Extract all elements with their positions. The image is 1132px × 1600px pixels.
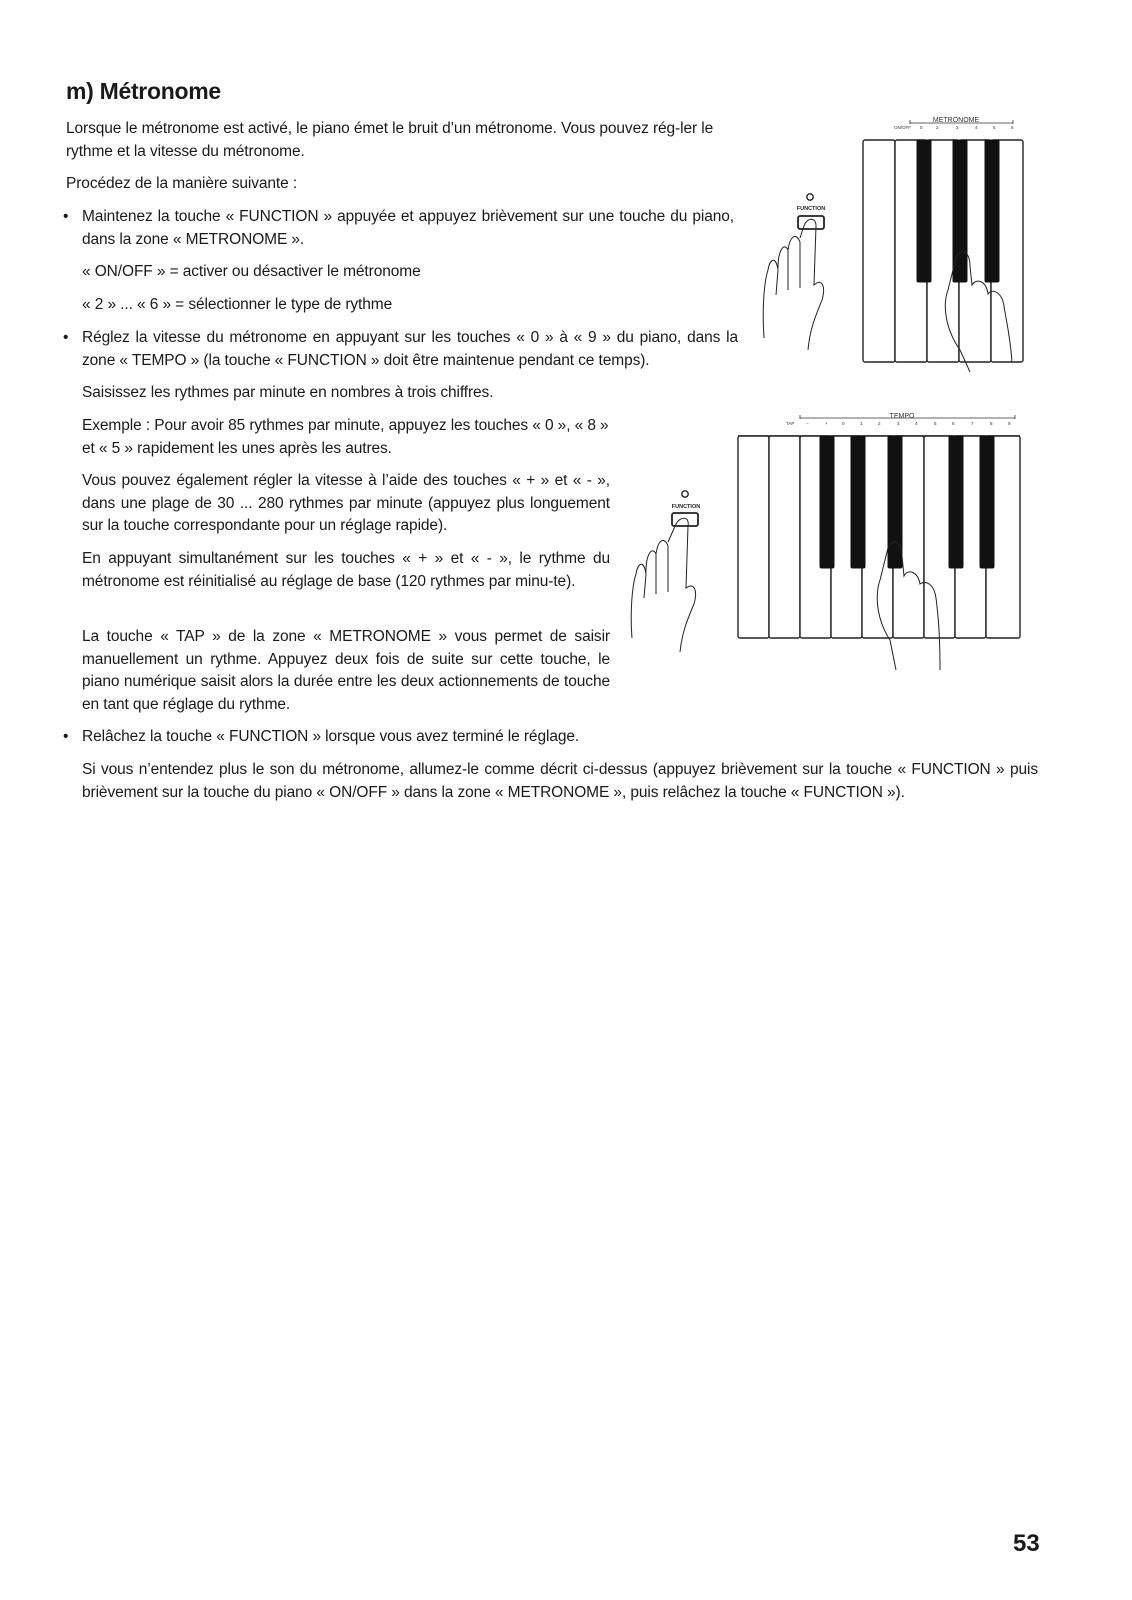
section-heading: m) Métronome — [66, 78, 221, 104]
step1-onoff-line: « ON/OFF » = activer ou désactiver le métronome — [82, 263, 421, 280]
function-button-label: FUNCTION — [671, 504, 701, 510]
svg-text:7: 7 — [971, 421, 974, 426]
function-button — [798, 216, 824, 229]
svg-text:8: 8 — [990, 421, 993, 426]
procedure-paragraph: Procédez de la manière suivante : — [66, 175, 298, 192]
svg-text:−: − — [806, 421, 809, 426]
piano-keyboard-tempo — [738, 436, 1020, 638]
bullet-marker: • — [63, 208, 69, 225]
step2-paragraph: Réglez la vitesse du métronome en appuyant sur les touches « 0 » à « 9 » du piano, dans la zone « TEMPO » (la touche « FUNCTION » doit être maintenue pendant ce temps). — [82, 329, 738, 369]
left-hand-illustration — [631, 518, 695, 652]
step2-reset-paragraph: En appuyant simultanément sur les touches « + » et « - », le rythme du métronome est réinitialisé au réglage de base (120 rythmes par minu-te). — [82, 550, 610, 590]
zone-label-metronome: METRONOME — [932, 117, 980, 124]
svg-text:0: 0 — [842, 421, 845, 426]
svg-text:2: 2 — [936, 125, 939, 130]
step1-rhythm-line: « 2 » ... « 6 » = sélectionner le type de rythme — [82, 296, 393, 313]
step2-tap-paragraph: La touche « TAP » de la zone « METRONOME » vous permet de saisir manuellement un rythme. Appuyez deux fois de suite sur cette touche, le piano numérique saisit alors la durée entre les deux actionnements de touche en tant que réglage du rythme. — [82, 628, 610, 713]
key-labels-metronome — [894, 125, 1014, 130]
page-number: 53 — [1013, 1530, 1040, 1557]
svg-text:6: 6 — [952, 421, 955, 426]
tempo-keys-figure — [620, 408, 1030, 678]
svg-text:ON/OFF: ON/OFF — [894, 125, 911, 130]
svg-text:5: 5 — [993, 125, 996, 130]
svg-text:6: 6 — [1011, 125, 1014, 130]
step2-example-paragraph: Exemple : Pour avoir 85 rythmes par minute, appuyez les touches « 0 », « 8 » et « 5 » rapidement les unes après les autres. — [82, 417, 609, 457]
function-button-label: FUNCTION — [796, 206, 826, 212]
svg-text:3: 3 — [897, 421, 900, 426]
metronome-keys-figure — [760, 110, 1060, 372]
svg-text:4: 4 — [975, 125, 978, 130]
svg-text:0: 0 — [920, 125, 923, 130]
bullet-marker: • — [63, 728, 69, 745]
step3-note-paragraph: Si vous n’entendez plus le son du métronome, allumez-le comme décrit ci-dessus (appuyez brièvement sur la touche « FUNCTION » puis brièvement sur la touche du piano « ON/OFF » dans la zone « METRONOME », puis relâchez la touche « FUNCTION »). — [82, 761, 1038, 801]
svg-text:3: 3 — [956, 125, 959, 130]
svg-text:2: 2 — [878, 421, 881, 426]
step2-plusminus-paragraph: Vous pouvez également régler la vitesse à l’aide des touches « + » et « - », dans une plage de 30 ... 280 rythmes par minute (appuyez plus longuement sur la touche correspondante pour un réglage rapide). — [82, 472, 610, 534]
svg-text:+: + — [825, 421, 828, 426]
zone-label-tempo: TEMPO — [889, 413, 915, 420]
svg-text:1: 1 — [860, 421, 863, 426]
bullet-marker: • — [63, 329, 69, 346]
piano-black-keys — [917, 140, 999, 282]
step1-paragraph: Maintenez la touche « FUNCTION » appuyée et appuyez brièvement sur une touche du piano, dans la zone « METRONOME ». — [82, 208, 734, 248]
step2-digits-paragraph: Saisissez les rythmes par minute en nombres à trois chiffres. — [82, 384, 494, 401]
svg-text:9: 9 — [1008, 421, 1011, 426]
left-hand-illustration — [763, 219, 823, 350]
key-labels-tempo — [786, 421, 1011, 426]
svg-text:5: 5 — [934, 421, 937, 426]
svg-text:4: 4 — [915, 421, 918, 426]
svg-text:TAP: TAP — [786, 421, 795, 426]
step3-paragraph: Relâchez la touche « FUNCTION » lorsque vous avez terminé le réglage. — [82, 728, 580, 745]
intro-paragraph: Lorsque le métronome est activé, le piano émet le bruit d’un métronome. Vous pouvez rég-ler le rythme et la vitesse du métronome. — [66, 120, 714, 160]
